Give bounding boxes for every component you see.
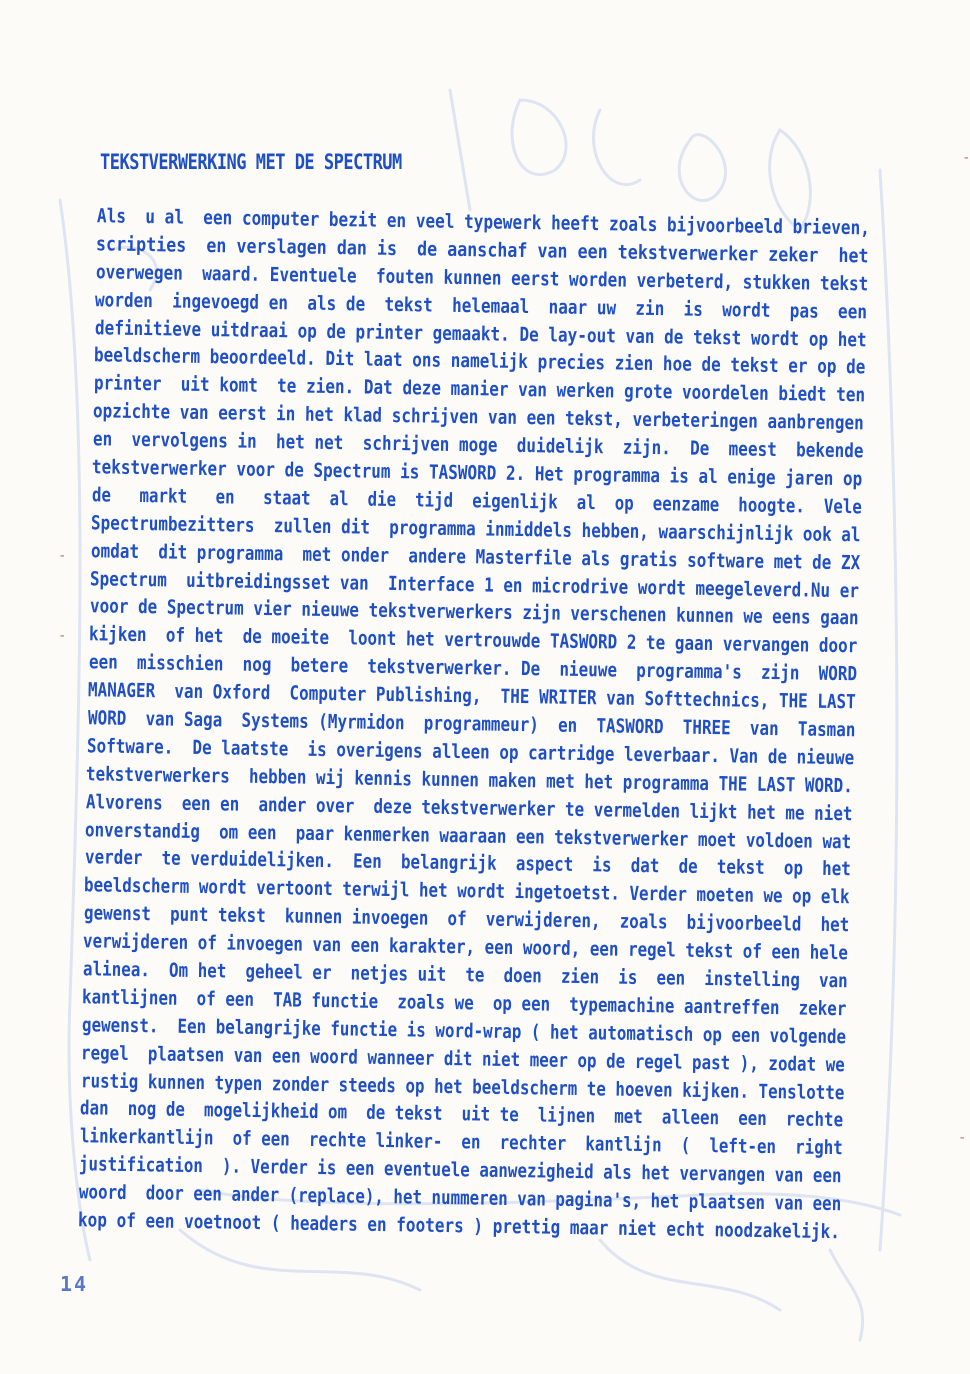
body-line: Software. De laatste is overigens alleen op cartridge leverbaar. Van de nieuwe xyxy=(86,734,855,770)
body-line: gewenst. Een belangrijke functie is word-wrap ( het automatisch op een volgende xyxy=(81,1013,846,1049)
body-line: alinea. Om het geheel er netjes uit te doen zien is een instelling van xyxy=(82,957,848,993)
body-line: gewenst punt tekst kunnen invoegen of verwijderen, zoals bijvoorbeeld het xyxy=(83,901,850,937)
edge-mark: - xyxy=(58,628,67,644)
body-line: de markt en staat al die tijd eigenlijk al op eenzame hoogte. Vele xyxy=(91,483,862,519)
body-line: beeldscherm beoordeeld. Dit laat ons namelijk precies zien hoe de tekst er op de xyxy=(94,344,866,379)
body-line: MANAGER van Oxford Computer Publishing, THE WRITER van Softtechnics, THE LAST xyxy=(87,678,856,714)
body-line: WORD van Saga Systems (Myrmidon programmeur) en TASWORD THREE van Tasman xyxy=(87,706,856,742)
body-line: omdat dit programma met onder andere Masterfile als gratis software met de ZX xyxy=(90,539,861,574)
body-line: Spectrum uitbreidingsset van Interface 1 en microdrive wordt meegeleverd.Nu er xyxy=(89,567,860,602)
body-line: dan nog de mogelijkheid om de tekst uit te lijnen met alleen een rechte xyxy=(79,1097,844,1132)
edge-mark: - xyxy=(58,548,67,564)
body-line: kijken of het de moeite loont het vertrouwde TASWORD 2 te gaan vervangen door xyxy=(88,623,858,658)
body-line: scripties en verslagen dan is de aanschaf van een tekstverwerker zeker het xyxy=(96,232,870,268)
body-line: tekstverwerkers hebben wij kennis kunnen maken met het programma THE LAST WORD. xyxy=(86,762,854,798)
body-line: worden ingevoegd en als de tekst helemaal naar uw zin is wordt pas een xyxy=(95,288,868,324)
edge-mark: - xyxy=(958,1130,967,1146)
body-line: en vervolgens in het net schrijven moge duidelijk zijn. De meest bekende xyxy=(92,427,864,463)
body-line: verder te verduidelijken. Een belangrijk aspect is dat de tekst op het xyxy=(84,846,851,881)
body-line: verwijderen of invoegen van een karakter, een woord, een regel tekst of een hele xyxy=(83,929,849,965)
body-line: beeldscherm wordt vertoont terwijl het wordt ingetoetst. Verder moeten we op elk xyxy=(84,874,851,909)
body-line: regel plaatsen van een woord wanneer dit niet meer op de regel past ), zodat we xyxy=(80,1041,846,1076)
edge-mark: - xyxy=(962,150,970,166)
body-line: voor de Spectrum vier nieuwe tekstverwerkers zijn verschenen kunnen we eens gaan xyxy=(89,595,859,630)
body-line: een misschien nog betere tekstverwerker. De nieuwe programma's zijn WORD xyxy=(88,650,857,686)
body-line: definitieve uitdraai op de printer gemaakt. De lay-out van de tekst wordt op het xyxy=(94,316,867,351)
body-line: rustig kunnen typen zonder steeds op het beeldscherm te hoeven kijken. Tenslotte xyxy=(80,1069,845,1104)
body-line: kantlijnen of een TAB functie zoals we op een typemachine aantreffen zeker xyxy=(82,985,847,1021)
body-line: woord door een ander (replace), het nummeren van pagina's, het plaatsen van een xyxy=(78,1180,841,1216)
body-line: Spectrumbezitters zullen dit programma inmiddels hebben, waarschijnlijk ook al xyxy=(91,511,861,547)
body-line: opzichte van eerst in het klad schrijven van een tekst, verbeteringen aanbrengen xyxy=(93,399,865,435)
body-line: overwegen waard. Eventuele fouten kunnen eerst worden verbeterd, stukken tekst xyxy=(95,260,869,296)
body-line: justification ). Verder is een eventuele aanwezigheid als het vervangen van een xyxy=(78,1152,842,1188)
body-line: Alvorens een en ander over deze tekstverwerker te vermelden lijkt het me niet xyxy=(85,790,853,825)
body-line: Als u al een computer bezit en veel typewerk heeft zoals bijvoorbeeld brieven, xyxy=(96,204,871,240)
body-line: printer uit komt te zien. Dat deze manier van werken grote voordelen biedt ten xyxy=(93,372,866,407)
body-line: onverstandig om een paar kenmerken waaraan een tekstverwerker moet voldoen wat xyxy=(85,818,852,853)
page-number: 14 xyxy=(60,1272,89,1296)
body-line: tekstverwerker voor de Spectrum is TASWORD 2. Het programma is al enige jaren op xyxy=(92,455,863,491)
body-line: kop of een voetnoot ( headers en footers ) prettig maar niet echt noodzakelijk. xyxy=(77,1208,841,1244)
article-heading: TEKSTVERWERKING MET DE SPECTRUM xyxy=(100,150,402,175)
body-line: linkerkantlijn of een rechte linker- en rechter kantlijn ( left-en right xyxy=(79,1125,843,1160)
